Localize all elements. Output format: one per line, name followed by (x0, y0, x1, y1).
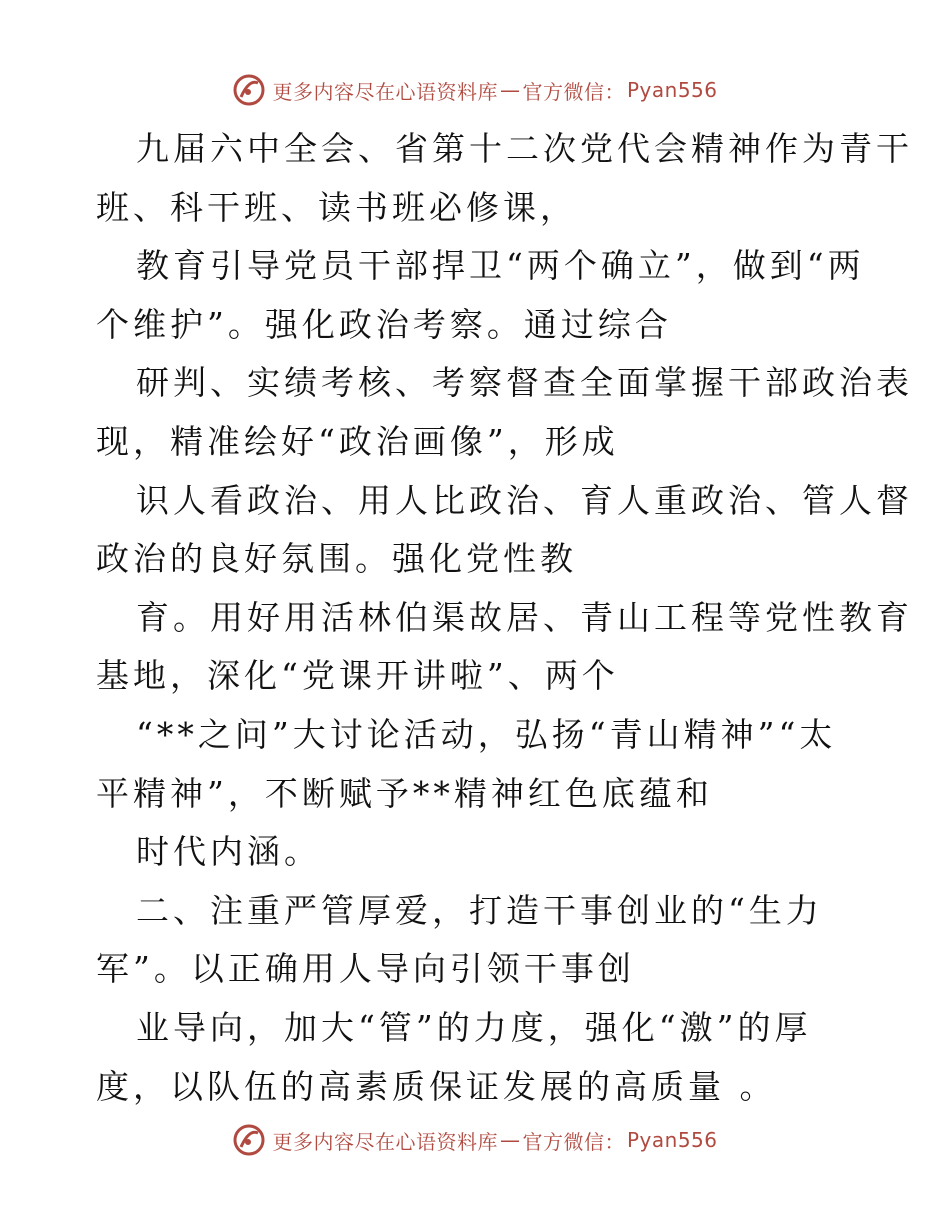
footer-watermark (0, 1118, 950, 1162)
text-line: 班、科干班、读书班必修课， (96, 187, 577, 227)
text-line: 二、注重严管厚爱，打造干事创业的“生力 (136, 890, 823, 930)
header-watermark (0, 68, 950, 112)
text-line: 九届六中全会、省第十二次党代会精神作为青干 (136, 129, 913, 168)
text-line: 基地，深化“党课开讲啦”、两个 (96, 656, 619, 696)
logo-icon (232, 1123, 266, 1157)
banner-wechat-label: 官方微信： (522, 79, 625, 104)
document-body (96, 120, 913, 1116)
banner-wechat-id: Pyan556 (626, 78, 718, 102)
banner-wechat-id: Pyan556 (626, 1128, 718, 1152)
text-line: “**之问”大讨论活动，弘扬“青山精神”“太 (136, 714, 837, 754)
text-line: 个维护”。强化政治考察。通过综合 (96, 304, 672, 344)
text-line: 平精神”，不断赋予**精神红色底蕴和 (96, 773, 713, 813)
banner-separator: — (499, 1128, 521, 1152)
logo-icon (232, 73, 266, 107)
text-line: 军”。以正确用人导向引领干事创 (96, 949, 635, 989)
text-line: 政治的良好氛围。强化党性教 (96, 539, 577, 579)
text-line: 现，精准绘好“政治画像”，形成 (96, 421, 619, 461)
banner-text: 更多内容尽在心语资料库 (272, 1129, 498, 1154)
text-line: 时代内涵。 (136, 832, 321, 872)
text-line: 度，以队伍的高素质保证发展的高质量 。 (96, 1066, 777, 1106)
text-line: 教育引导党员干部捍卫“两个确立”，做到“两 (136, 246, 865, 286)
banner-wechat-label: 官方微信： (522, 1129, 625, 1154)
text-line: 育。用好用活林伯渠故居、青山工程等党性教育 (136, 597, 913, 637)
banner-text: 更多内容尽在心语资料库 (272, 79, 498, 104)
text-line: 识人看政治、用人比政治、育人重政治、管人督 (136, 480, 913, 520)
text-line: 研判、实绩考核、考察督查全面掌握干部政治表 (136, 363, 913, 403)
banner-separator: — (499, 78, 521, 102)
text-line: 业导向，加大“管”的力度，强化“激”的厚 (136, 1007, 812, 1047)
